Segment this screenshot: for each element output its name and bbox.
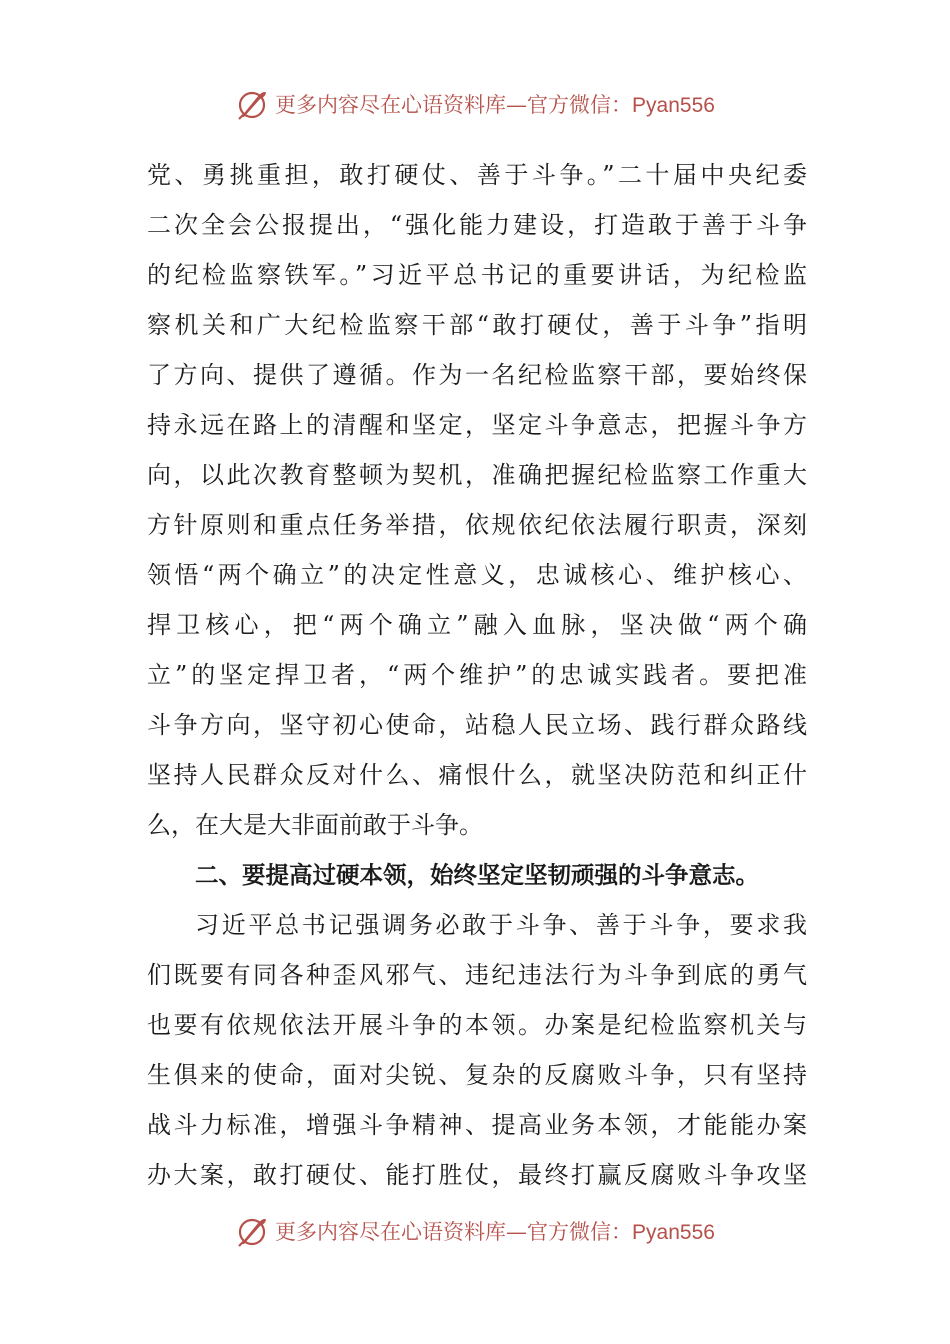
paragraph-line: 持永远在路上的清醒和坚定，坚定斗争意志，把握斗争方 [147, 411, 807, 439]
paragraph-line: 的纪检监察铁军。”习近平总书记的重要讲话，为纪检监 [147, 261, 807, 289]
paragraph-line: 办大案，敢打硬仗、能打胜仗，最终打赢反腐败斗争攻坚 [147, 1161, 807, 1189]
quill-pen-icon [235, 1214, 269, 1248]
quill-pen-icon [235, 87, 269, 121]
header-watermark [0, 84, 950, 124]
paragraph-line: 立”的坚定捍卫者，“两个维护”的忠诚实践者。要把准 [147, 661, 807, 689]
paragraph-line: 领悟“两个确立”的决定性意义，忠诚核心、维护核心、 [147, 561, 807, 589]
paragraph-line: 捍卫核心，把“两个确立”融入血脉，坚决做“两个确 [147, 611, 807, 639]
paragraph-line: 方针原则和重点任务举措，依规依纪依法履行职责，深刻 [147, 511, 807, 539]
paragraph-line: 们既要有同各种歪风邪气、违纪违法行为斗争到底的勇气 [147, 961, 807, 989]
document-body [147, 150, 807, 1200]
paragraph-line: 党、勇挑重担，敢打硬仗、善于斗争。”二十届中央纪委 [147, 161, 807, 189]
paragraph-line: 了方向、提供了遵循。作为一名纪检监察干部，要始终保 [147, 361, 807, 389]
paragraph-line: 向，以此次教育整顿为契机，准确把握纪检监察工作重大 [147, 461, 807, 489]
paragraph-line: 坚持人民群众反对什么、痛恨什么，就坚决防范和纠正什 [147, 761, 807, 789]
paragraph-line: 二次全会公报提出，“强化能力建设，打造敢于善于斗争 [147, 211, 807, 239]
paragraph-line: 也要有依规依法开展斗争的本领。办案是纪检监察机关与 [147, 1011, 807, 1039]
watermark-text: 更多内容尽在心语资料库—官方微信：Pyan556 [275, 1220, 715, 1244]
paragraph-line: 战斗力标准，增强斗争精神、提高业务本领，才能能办案 [147, 1111, 807, 1139]
paragraph-line: 么，在大是大非面前敢于斗争。 [147, 811, 483, 839]
paragraph-line: 察机关和广大纪检监察干部“敢打硬仗，善于斗争”指明 [147, 311, 807, 339]
section-heading: 二、要提高过硬本领，始终坚定坚韧顽强的斗争意志。 [195, 861, 759, 889]
watermark-text: 更多内容尽在心语资料库—官方微信：Pyan556 [275, 93, 715, 117]
paragraph-line: 生俱来的使命，面对尖锐、复杂的反腐败斗争，只有坚持 [147, 1061, 807, 1089]
footer-watermark [0, 1211, 950, 1251]
paragraph-line: 斗争方向，坚守初心使命，站稳人民立场、践行群众路线 [147, 711, 807, 739]
paragraph-line: 习近平总书记强调务必敢于斗争、善于斗争，要求我 [195, 911, 807, 939]
